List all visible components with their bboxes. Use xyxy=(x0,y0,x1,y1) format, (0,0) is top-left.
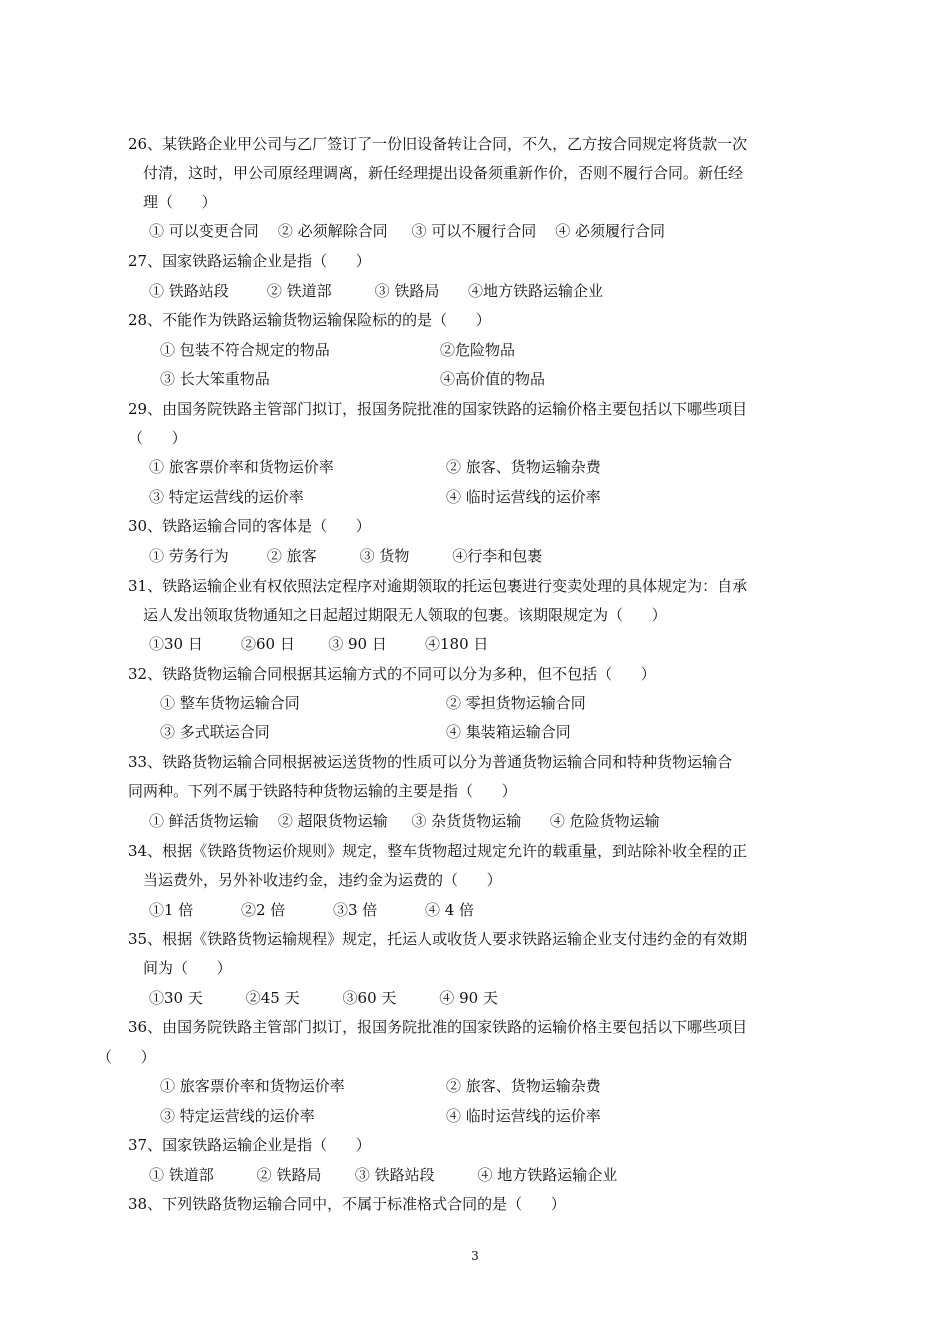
question-36-option-3: ③ 特定运营线的运价率 xyxy=(160,1107,315,1125)
question-37-options: ① 铁道部 ② 铁路局 ③ 铁路站段 ④ 地方铁路运输企业 xyxy=(149,1166,618,1184)
question-26-line-2: 付清，这时，甲公司原经理调离，新任经理提出设备须重新作价，否则不履行合同。新任经 xyxy=(143,164,744,182)
question-32-option-2: ② 零担货物运输合同 xyxy=(446,694,586,712)
question-31-line-2: 运人发出领取货物通知之日起超过期限无人领取的包裹。该期限规定为（ ） xyxy=(143,606,667,624)
question-30: 30、铁路运输合同的客体是（ ） xyxy=(128,517,371,535)
question-29-option-4: ④ 临时运营线的运价率 xyxy=(446,488,601,506)
question-34-options: ①1 倍 ②2 倍 ③3 倍 ④ 4 倍 xyxy=(149,901,475,919)
question-31-line-1: 31、铁路运输企业有权依照法定程序对逾期领取的托运包裹进行变卖处理的具体规定为：自承 xyxy=(128,577,748,595)
page-number: 3 xyxy=(471,1249,479,1263)
question-38: 38、下列铁路货物运输合同中，不属于标准格式合同的是（ ） xyxy=(128,1195,566,1213)
question-33-options: ① 鲜活货物运输 ② 超限货物运输 ③ 杂货货物运输 ④ 危险货物运输 xyxy=(149,812,660,830)
question-28-option-3: ③ 长大笨重物品 xyxy=(160,370,270,388)
question-28-option-4: ④高价值的物品 xyxy=(440,370,546,388)
question-28: 28、不能作为铁路运输货物运输保险标的的是（ ） xyxy=(128,311,491,329)
question-32-option-1: ① 整车货物运输合同 xyxy=(160,694,300,712)
question-36-line-1: 36、由国务院铁路主管部门拟订，报国务院批准的国家铁路的运输价格主要包括以下哪些项目 xyxy=(128,1018,748,1036)
question-28-option-1: ① 包装不符合规定的物品 xyxy=(160,341,330,359)
question-29-option-3: ③ 特定运营线的运价率 xyxy=(149,488,304,506)
question-36-option-4: ④ 临时运营线的运价率 xyxy=(446,1107,601,1125)
question-32-option-3: ③ 多式联运合同 xyxy=(160,723,270,741)
question-37: 37、国家铁路运输企业是指（ ） xyxy=(128,1136,371,1154)
question-34-line-2: 当运费外，另外补收违约金，违约金为运费的（ ） xyxy=(143,871,502,889)
question-32-option-4: ④ 集装箱运输合同 xyxy=(446,723,571,741)
question-33-line-2: 同两种。下列不属于铁路特种货物运输的主要是指（ ） xyxy=(128,782,517,800)
question-26-line-3: 理（ ） xyxy=(143,193,217,211)
question-34-line-1: 34、根据《铁路货物运价规则》规定，整车货物超过规定允许的载重量，到站除补收全程的正 xyxy=(128,842,748,860)
question-27: 27、国家铁路运输企业是指（ ） xyxy=(128,252,371,270)
question-28-option-2: ②危险物品 xyxy=(440,341,516,359)
question-27-options: ① 铁路站段 ② 铁道部 ③ 铁路局 ④地方铁路运输企业 xyxy=(149,282,603,300)
question-29-option-2: ② 旅客、货物运输杂费 xyxy=(446,458,601,476)
question-32: 32、铁路货物运输合同根据其运输方式的不同可以分为多种，但不包括（ ） xyxy=(128,665,656,683)
question-35-line-2: 间为（ ） xyxy=(143,959,232,977)
question-29-line-1: 29、由国务院铁路主管部门拟订，报国务院批准的国家铁路的运输价格主要包括以下哪些项目 xyxy=(128,400,748,418)
question-29-option-1: ① 旅客票价率和货物运价率 xyxy=(149,458,334,476)
question-26-options: ① 可以变更合同 ② 必须解除合同 ③ 可以不履行合同 ④ 必须履行合同 xyxy=(149,222,666,240)
question-36-line-2: （ ） xyxy=(97,1048,156,1066)
question-35-line-1: 35、根据《铁路货物运输规程》规定，托运人或收货人要求铁路运输企业支付违约金的有效期 xyxy=(128,930,748,948)
question-26-line-1: 26、某铁路企业甲公司与乙厂签订了一份旧设备转让合同，不久，乙方按合同规定将货款一次 xyxy=(128,135,748,153)
question-36-option-2: ② 旅客、货物运输杂费 xyxy=(446,1077,601,1095)
question-30-options: ① 劳务行为 ② 旅客 ③ 货物 ④行李和包裹 xyxy=(149,547,543,565)
question-35-options: ①30 天 ②45 天 ③60 天 ④ 90 天 xyxy=(149,989,498,1007)
question-31-options: ①30 日 ②60 日 ③ 90 日 ④180 日 xyxy=(149,635,489,653)
question-29-line-2: （ ） xyxy=(128,429,187,447)
question-36-option-1: ① 旅客票价率和货物运价率 xyxy=(160,1077,345,1095)
question-33-line-1: 33、铁路货物运输合同根据被运送货物的性质可以分为普通货物运输合同和特种货物运输合 xyxy=(128,753,733,771)
